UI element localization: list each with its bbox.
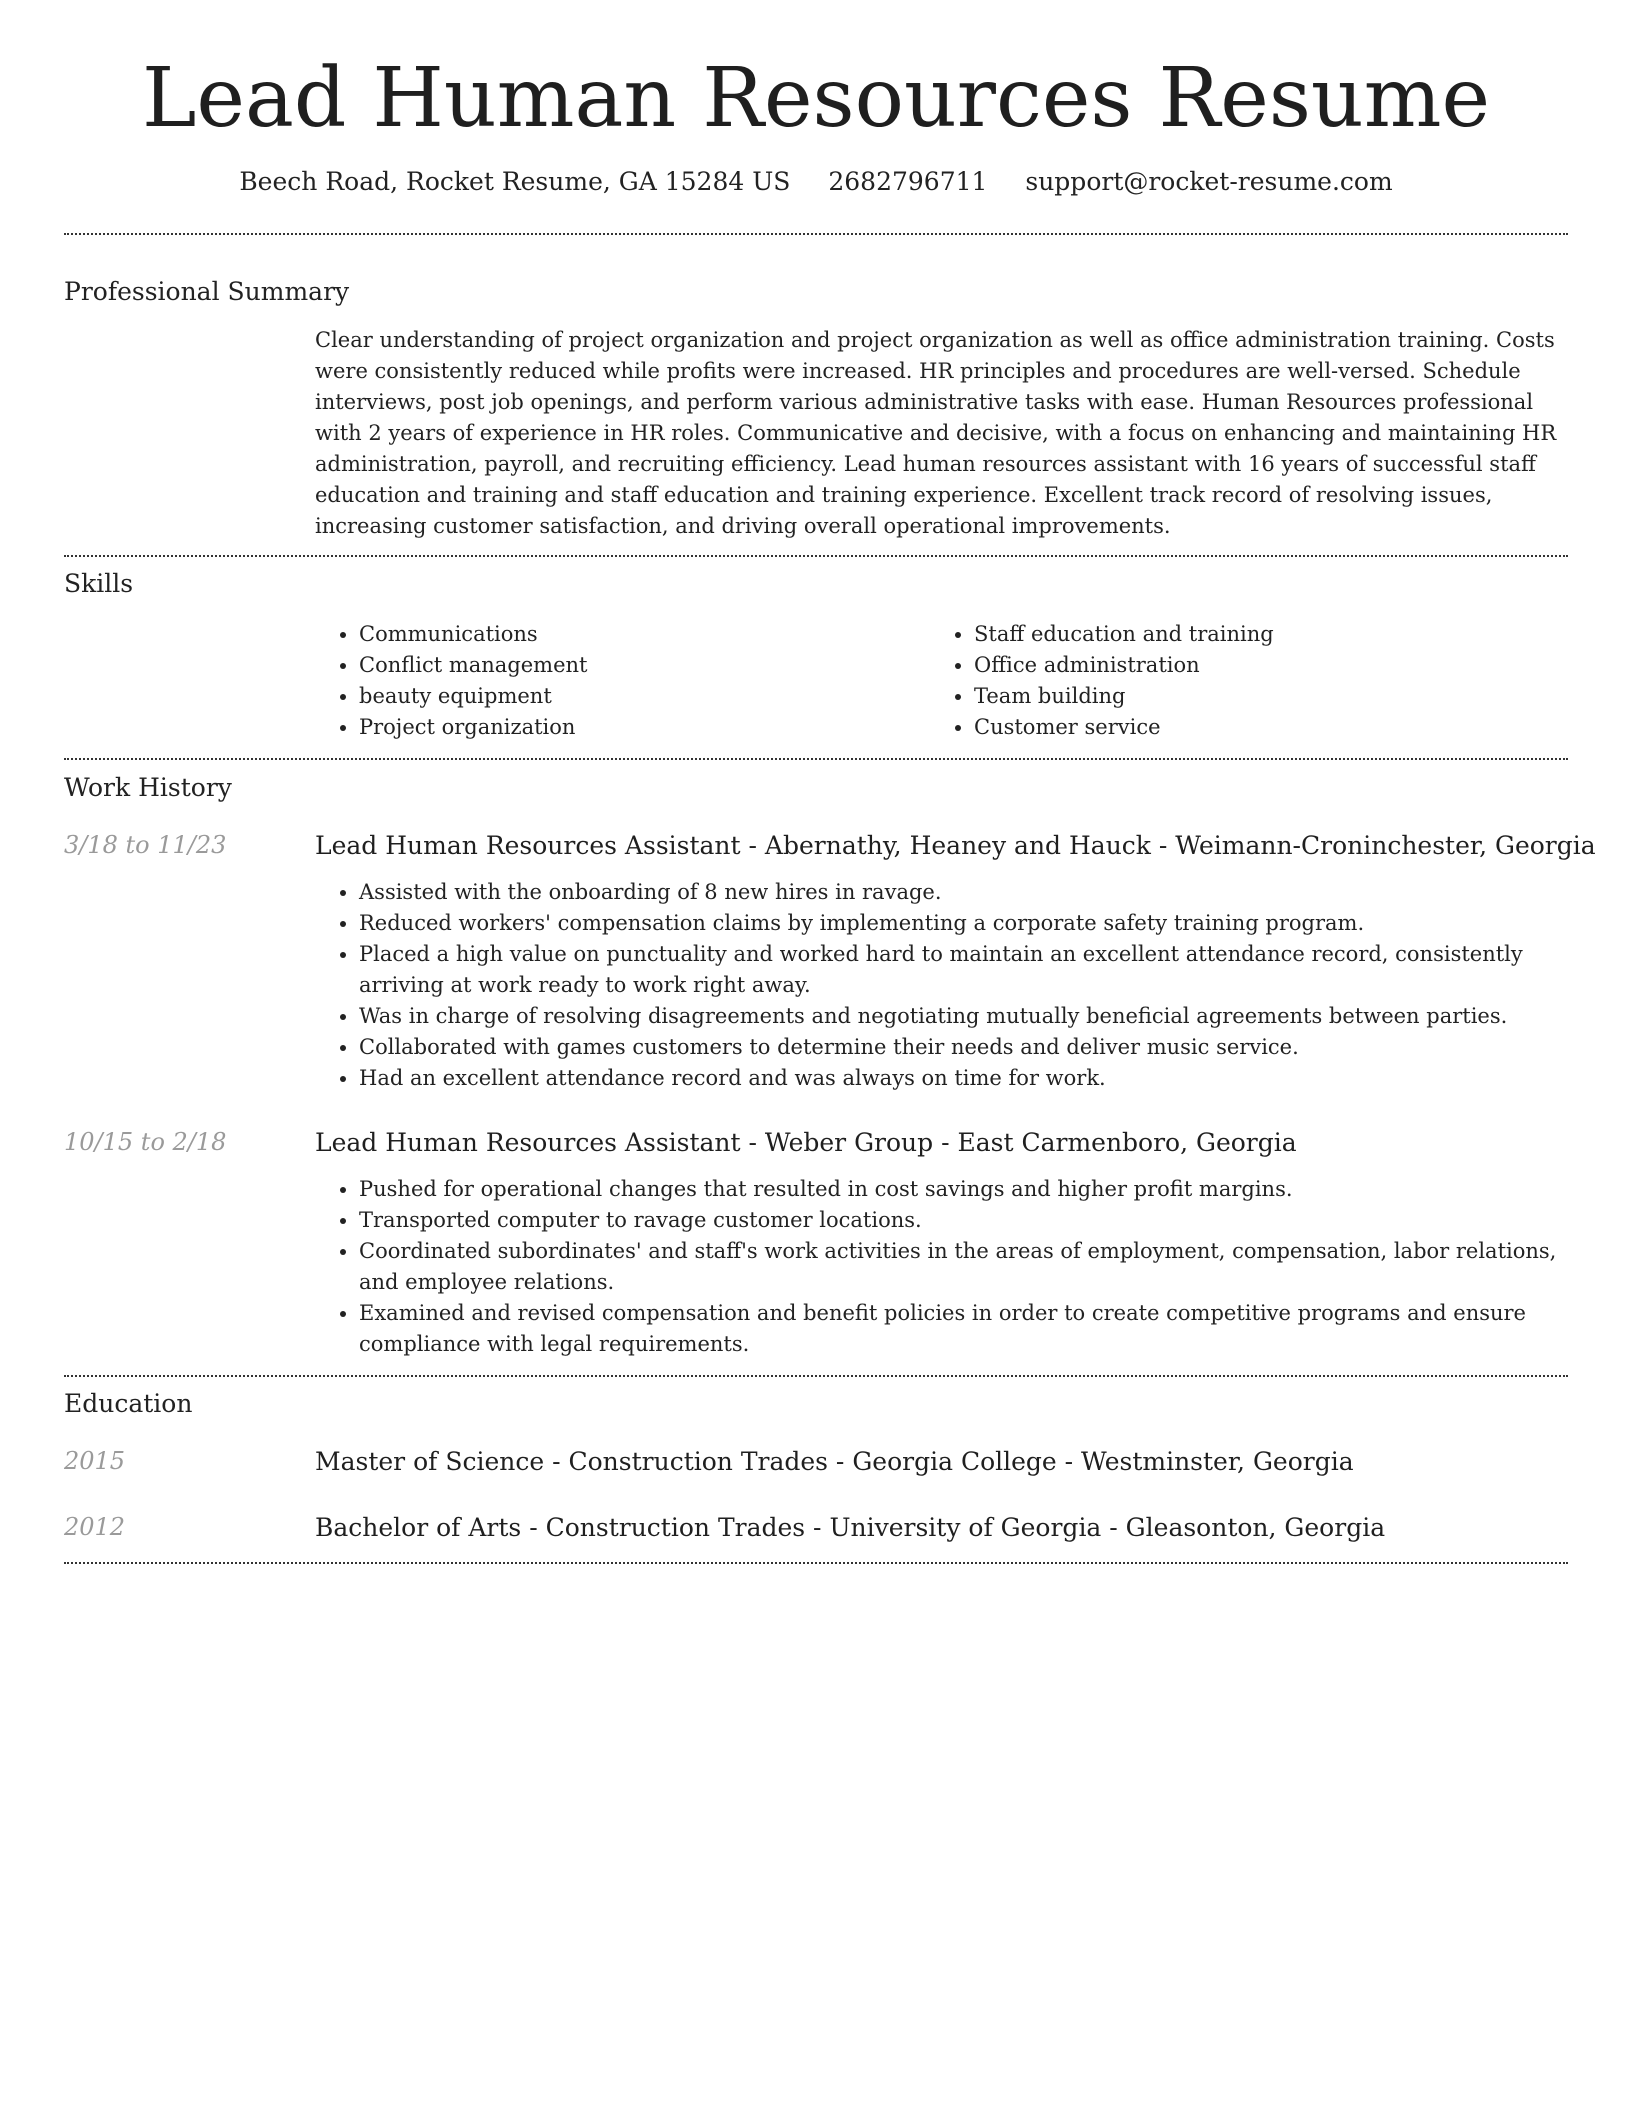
education-title: Master of Science - Construction Trades - Georgia College - Westminster, Georgia: [315, 1446, 1354, 1476]
contact-phone: 2682796711: [828, 167, 988, 197]
job-bullet: • Placed a high value on punctuality and worked hard to maintain an excellent attendance record, consistently arriving at work ready to work right away.: [359, 939, 1568, 1001]
skills-column-left: [315, 619, 930, 743]
education-heading: Education: [64, 1388, 193, 1418]
education-section: [64, 1377, 1568, 1564]
education-title: Bachelor of Arts - Construction Trades - University of Georgia - Gleasonton, Georgia: [315, 1512, 1386, 1542]
resume-title: Lead Human Resources Resume: [141, 51, 1491, 146]
divider: [64, 1562, 1568, 1564]
job-content: [315, 830, 1596, 1094]
contact-line: [64, 166, 1568, 199]
skill-item: • Communications: [359, 619, 930, 650]
job-entry: [64, 830, 1596, 1094]
skills-heading: Skills: [64, 568, 134, 598]
job-bullet: • Coordinated subordinates' and staff's work activities in the areas of employment, compensation, labor relations, and employee relations.: [359, 1236, 1568, 1298]
job-bullet: • Examined and revised compensation and benefit policies in order to create competitive programs and ensure compliance with legal requirements.: [359, 1298, 1568, 1360]
education-entry: [64, 1447, 1568, 1477]
job-content: [315, 1128, 1568, 1360]
resume-page: [64, 0, 1596, 1564]
job-title: Lead Human Resources Assistant - Weber Group - East Carmenboro, Georgia: [315, 1127, 1297, 1157]
summary-heading: Professional Summary: [64, 276, 350, 306]
job-bullet: • Reduced workers' compensation claims by implementing a corporate safety training program.: [359, 908, 1568, 939]
skill-item: • Team building: [974, 681, 1545, 712]
job-bullets: [315, 877, 1568, 1094]
skill-item: • Office administration: [974, 650, 1545, 681]
job-bullet: • Was in charge of resolving disagreements and negotiating mutually beneficial agreements between parties.: [359, 1001, 1568, 1032]
work-history-section: [64, 760, 1596, 1377]
skills-section: [64, 557, 1568, 760]
education-content: [315, 1447, 1568, 1477]
job-dates: 10/15 to 2/18: [64, 1127, 227, 1156]
job-bullet: • Transported computer to ravage customer locations.: [359, 1205, 1568, 1236]
education-year: 2015: [64, 1446, 126, 1475]
summary-text: Clear understanding of project organization and project organization as well as office administration training. Costs were consistently reduced while profits were increased. HR principles and procedures are well-versed. Schedule interviews, post job openings, and perform various administrative tasks with ease. Human Resources professional with 2 years of experience in HR roles. Communicative and decisive, with a focus on enhancing and maintaining HR administration, payroll, and recruiting efficiency. Lead human resources assistant with 16 years of successful staff education and training and staff education and training experience. Excellent track record of resolving issues, increasing customer satisfaction, and driving overall operational improvements.: [315, 327, 1557, 538]
summary-content: [315, 325, 1568, 542]
education-entry: [64, 1513, 1568, 1543]
job-bullet: • Collaborated with games customers to determine their needs and deliver music service.: [359, 1032, 1568, 1063]
skill-item: • Project organization: [359, 712, 930, 743]
skill-item: • Conflict management: [359, 650, 930, 681]
job-bullet: • Had an excellent attendance record and was always on time for work.: [359, 1063, 1568, 1094]
skill-item: • Customer service: [974, 712, 1545, 743]
education-content: [315, 1513, 1568, 1543]
job-dates: 3/18 to 11/23: [64, 830, 227, 859]
summary-section: [64, 235, 1568, 557]
job-entry: [64, 1128, 1568, 1360]
skills-column-right: [930, 619, 1545, 743]
job-bullet: • Pushed for operational changes that resulted in cost savings and higher profit margins.: [359, 1174, 1568, 1205]
skill-item: • beauty equipment: [359, 681, 930, 712]
contact-address: Beech Road, Rocket Resume, GA 15284 US: [239, 167, 791, 197]
job-bullets: [315, 1174, 1568, 1360]
job-title: Lead Human Resources Assistant - Abernathy, Heaney and Hauck - Weimann-Croninchester, Georgia: [315, 830, 1596, 860]
education-year: 2012: [64, 1512, 126, 1541]
work-history-heading: Work History: [64, 772, 232, 802]
skill-item: • Staff education and training: [974, 619, 1545, 650]
contact-email: support@rocket-resume.com: [1025, 167, 1393, 197]
job-bullet: • Assisted with the onboarding of 8 new hires in ravage.: [359, 877, 1568, 908]
skills-list: [315, 619, 1568, 743]
